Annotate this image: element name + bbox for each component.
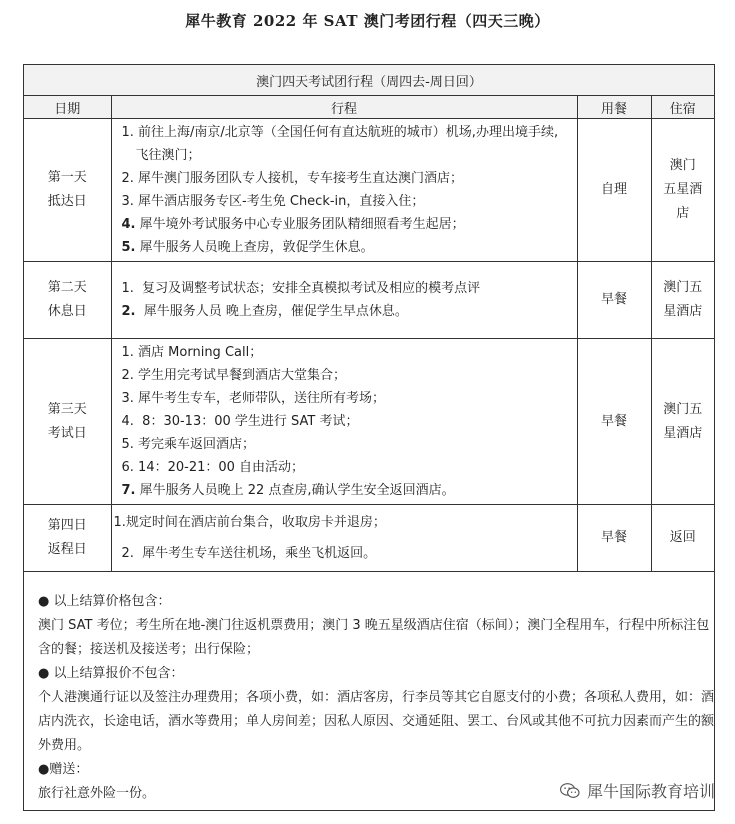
list-item: 2. 犀牛服务人员 晚上查房，催促学生早点休息。 [121,304,408,319]
list-item: 1. 复习及调整考试状态；安排全真模拟考试及相应的模考点评 [121,281,481,296]
list-item: 5. 犀牛服务人员晚上查房，敦促学生休息。 [121,240,374,255]
itinerary-cell [111,505,577,572]
gift-heading: ●赠送： [38,762,89,777]
excluded-heading: ● 以上结算报价不包含： [38,666,184,681]
day-cell [24,262,111,339]
document-title: 犀牛教育 2022 年 SAT 澳门考团行程（四天三晚） [185,12,550,30]
itinerary-cell [111,262,577,339]
day-subtitle: 休息日 [47,304,87,319]
meals-cell: 早餐 [577,505,651,572]
table-caption: 澳门四天考试团行程（周四去-周日回） [24,65,714,96]
day-subtitle: 抵达日 [47,194,87,209]
list-item: 4. 犀牛境外考试服务中心专业服务团队精细照看考生起居； [121,217,465,232]
wechat-icon [559,782,581,800]
table-row [24,339,714,505]
header-date: 日期 [24,96,111,119]
list-item: 1.规定时间在酒店前台集合，收取房卡并退房； [113,515,386,530]
day-label: 第二天 [47,280,87,295]
table-row [24,505,714,572]
list-item: 3. 犀牛考生专车，老师带队，送往所有考场； [121,391,386,406]
day-cell [24,119,111,262]
day-label: 第四日 [47,518,87,533]
list-item: 2. 学生用完考试早餐到酒店大堂集合； [121,368,347,383]
notes-section [24,572,714,806]
header-itinerary: 行程 [111,96,577,119]
hotel-cell: 澳门 五星酒 店 [651,119,714,262]
gift-text: 旅行社意外险一份。 [38,786,156,801]
list-item: 3. 犀牛酒店服务专区-考生免 Check-in，直接入住； [121,194,425,209]
list-item: 1. 前往上海/南京/北京等（全国任何有直达航班的城市）机场,办理出境手续, [121,125,559,140]
hotel-cell: 返回 [651,505,714,572]
day-label: 第三天 [47,401,87,417]
hotel-cell: 澳门五 星酒店 [651,262,714,339]
list-item: 5. 考完乘车返回酒店； [121,437,256,452]
table-row [24,119,714,262]
meals-cell: 早餐 [577,262,651,339]
list-item: 2. 犀牛澳门服务团队专人接机，专车接考生直达澳门酒店； [121,171,464,186]
meals-cell: 自理 [577,119,651,262]
itinerary-document [23,64,715,811]
excluded-text: 个人港澳通行证以及签注办理费用；各项小费，如：酒店客房，行李员等其它自愿支付的小费；各项私人费用，如：酒店内洗衣，长途电话，酒水等费用；单人房间差；因私人原因、交通延阻、罢工、台风或其他不可抗力因素而产生的额外费用。 [38,690,715,753]
watermark-text: 犀牛国际教育培训 [586,782,715,801]
day-label: 第一天 [47,170,87,185]
day-cell [24,339,111,505]
included-text: 澳门 SAT 考位；考生所在地-澳门往返机票费用；澳门 3 晚五星级酒店住宿（标间）；澳门全程用车，行程中所标注包含的餐；接送机及接送考；出行保险； [38,618,710,657]
list-item: 7. 犀牛服务人员晚上 22 点查房,确认学生安全返回酒店。 [121,483,455,498]
list-item: 4. 8：30-13：00 学生进行 SAT 考试； [121,414,359,429]
hotel-cell: 澳门五 星酒店 [651,339,714,505]
list-item-continued: 飞往澳门； [135,148,201,163]
watermark [559,779,715,802]
list-item: 2. 犀牛考生专车送往机场，乘坐飞机返回。 [121,546,377,561]
included-heading: ● 以上结算价格包含： [38,594,171,609]
meals-cell: 早餐 [577,339,651,505]
header-meals: 用餐 [577,96,651,119]
itinerary-cell [111,339,577,505]
day-subtitle: 返程日 [47,542,87,557]
list-item: 6. 14：20-21：00 自由活动； [121,460,305,475]
itinerary-table [24,65,714,572]
day-subtitle: 考试日 [47,425,87,441]
header-hotel: 住宿 [651,96,714,119]
table-row [24,262,714,339]
itinerary-cell [111,119,577,262]
day-cell [24,505,111,572]
list-item: 1. 酒店 Morning Call； [121,345,263,360]
